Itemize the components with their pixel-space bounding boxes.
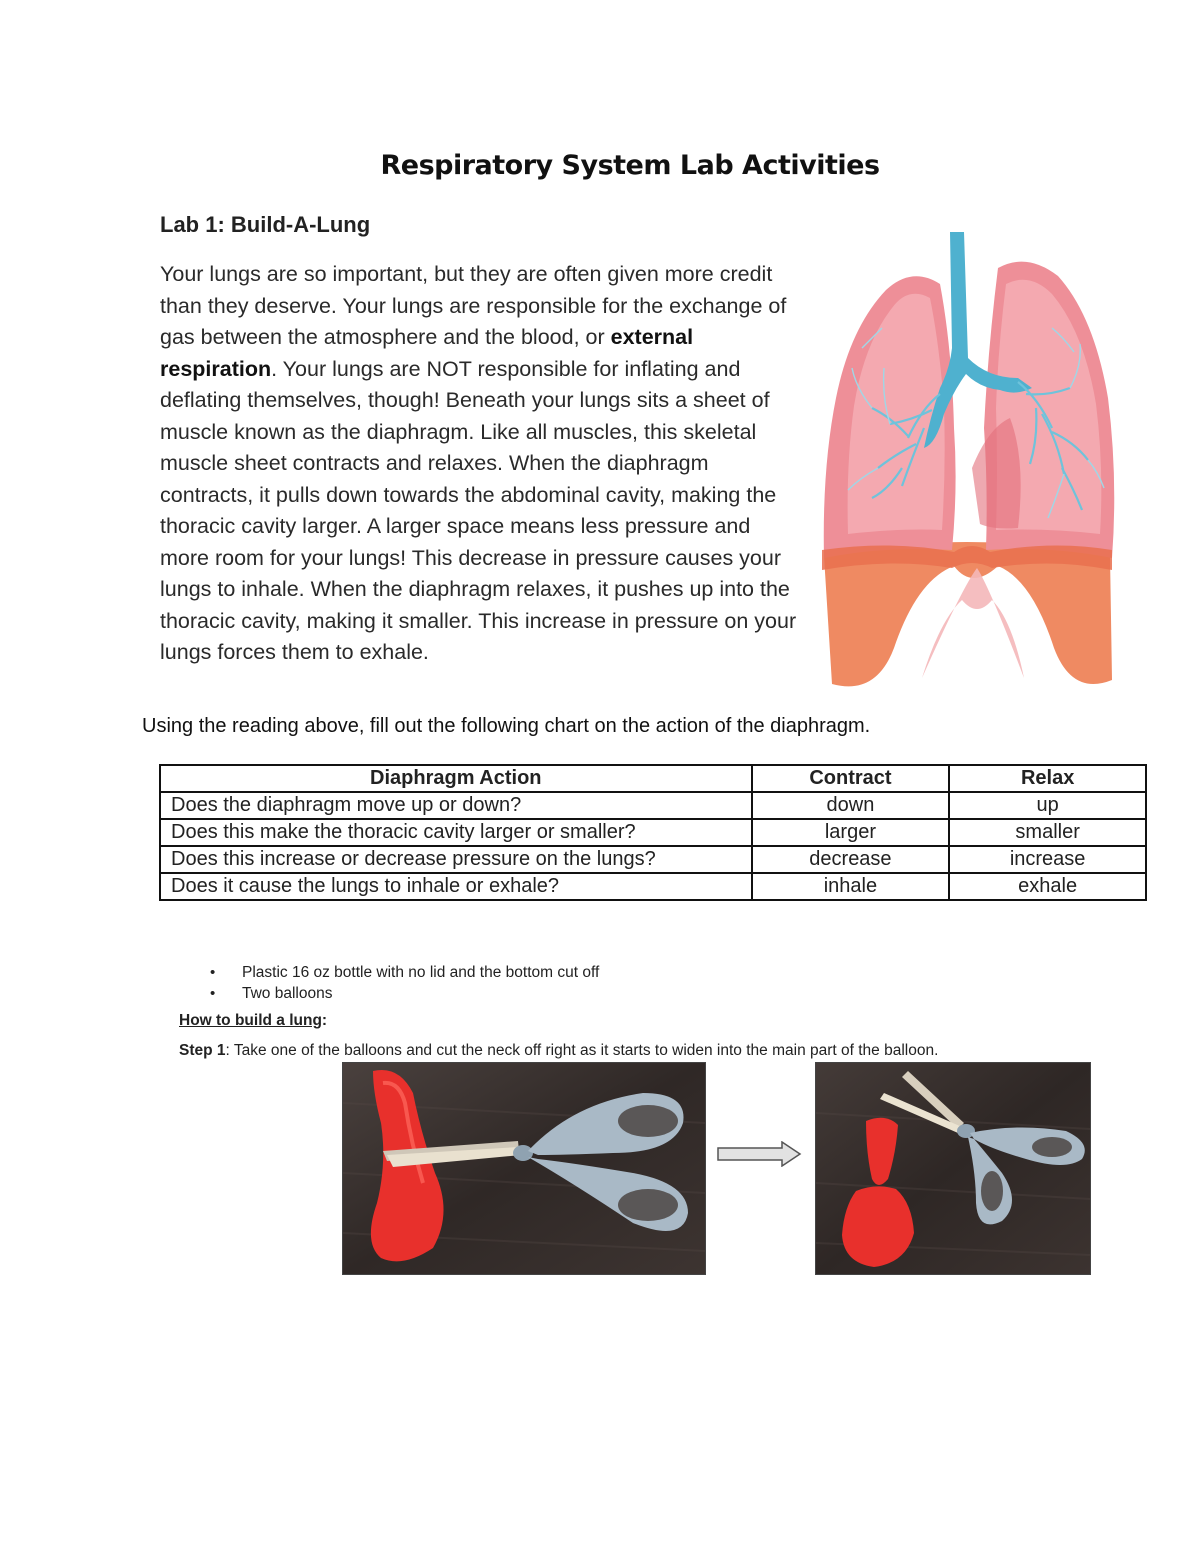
heart-notch <box>972 418 1021 529</box>
reading-paragraph <box>160 259 800 669</box>
reading-text-part2: . Your lungs are NOT responsible for inflating and deflating themselves, though! Beneath your lungs sits a sheet of muscle known as the diaphragm. Like all muscles, this skeletal muscle sheet contracts and relaxes. When the diaphragm contracts, it pulls down towards the abdominal cavity, making the thoracic cavity larger. A larger space means less pressure and more room for your lungs! This decrease in pressure causes your lungs to inhale. When the diaphragm relaxes, it pushes up into the thoracic cavity, making it smaller. This increase in pressure on your lungs forces them to exhale. <box>160 356 797 664</box>
relax-cell: up <box>949 792 1146 819</box>
step-1-text <box>179 1041 1109 1060</box>
lungs-illustration <box>812 228 1122 690</box>
header-relax: Relax <box>949 765 1146 792</box>
diaphragm-highlight <box>922 568 1024 678</box>
header-diaphragm-action: Diaphragm Action <box>160 765 752 792</box>
relax-cell: increase <box>949 846 1146 873</box>
scissor-pivot <box>513 1145 533 1161</box>
relax-cell: exhale <box>949 873 1146 900</box>
how-to-heading-colon: : <box>321 1012 328 1029</box>
relax-cell: smaller <box>949 819 1146 846</box>
step-1-body: : Take one of the balloons and cut the neck off right as it starts to widen into the main part of the balloon. <box>225 1042 939 1059</box>
how-to-heading-text: How to build a lung <box>179 1012 322 1029</box>
question-cell: Does this make the thoracic cavity larger or smaller? <box>160 819 752 846</box>
cut-balloon-with-scissors-photo <box>815 1062 1091 1275</box>
chart-instruction: Using the reading above, fill out the following chart on the action of the diaphragm. <box>142 715 871 737</box>
contract-cell: inhale <box>752 873 950 900</box>
bullet-icon: • <box>210 985 216 1002</box>
contract-cell: down <box>752 792 950 819</box>
reading-text-part1: Your lungs are so important, but they are often given more credit than they deserve. Your lungs are responsible for the exchange of gas between the atmosphere and the blood, or <box>160 262 787 349</box>
document-title: Respiratory System Lab Activities <box>380 150 880 181</box>
contract-cell: decrease <box>752 846 950 873</box>
list-item-text: Plastic 16 oz bottle with no lid and the bottom cut off <box>242 964 600 981</box>
table-row <box>160 873 1146 900</box>
contract-cell: larger <box>752 819 950 846</box>
how-to-heading <box>179 1012 327 1030</box>
header-contract: Contract <box>752 765 950 792</box>
question-cell: Does the diaphragm move up or down? <box>160 792 752 819</box>
diaphragm-action-table <box>159 764 1147 901</box>
list-item-text: Two balloons <box>242 985 333 1002</box>
reading-bold-term: external respiration <box>160 325 694 381</box>
materials-list <box>210 962 599 1004</box>
bullet-icon: • <box>210 964 216 981</box>
list-item <box>210 983 599 1004</box>
balloon-with-scissors-photo <box>342 1062 706 1275</box>
list-item <box>210 962 599 983</box>
lab-heading: Lab 1: Build-A-Lung <box>160 212 371 237</box>
table-header-row <box>160 765 1146 792</box>
table-row <box>160 846 1146 873</box>
table-row <box>160 792 1146 819</box>
table-row <box>160 819 1146 846</box>
question-cell: Does this increase or decrease pressure on the lungs? <box>160 846 752 873</box>
question-cell: Does it cause the lungs to inhale or exhale? <box>160 873 752 900</box>
right-arrow-icon <box>716 1141 802 1167</box>
step-1-label: Step 1 <box>179 1042 226 1059</box>
